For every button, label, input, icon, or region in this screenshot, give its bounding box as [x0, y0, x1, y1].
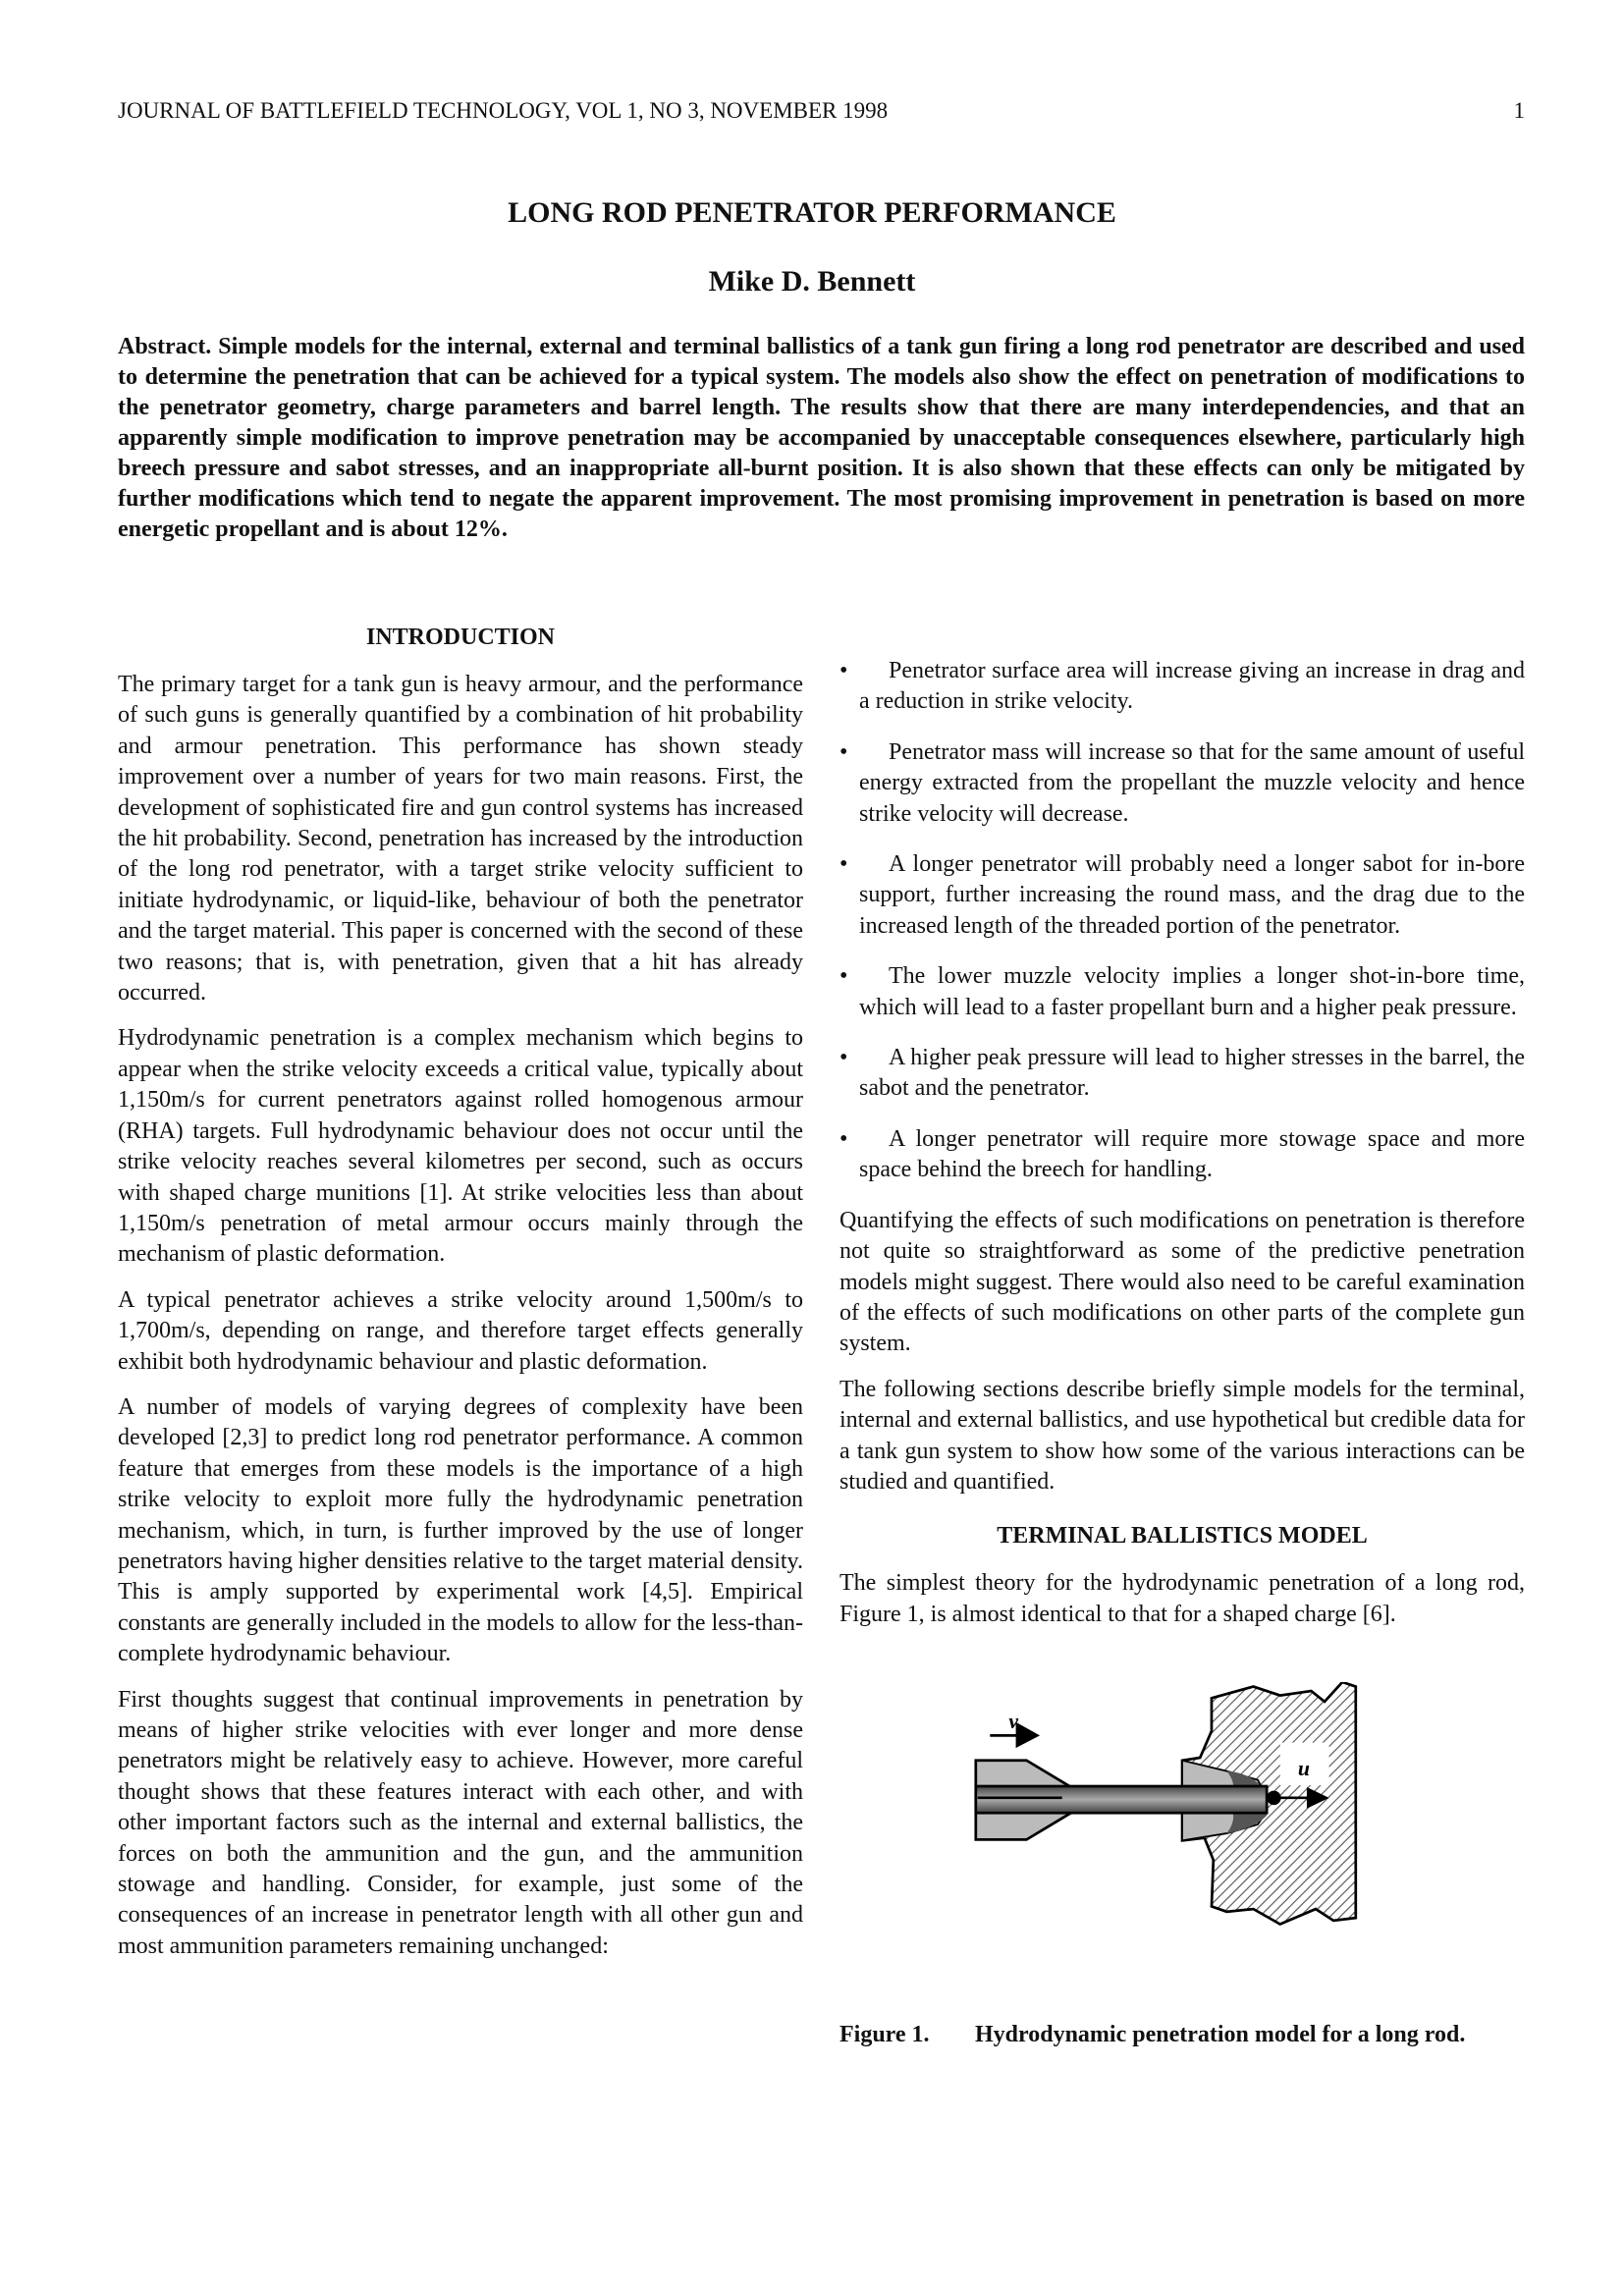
paragraph: Quantifying the effects of such modifications on penetration is therefore not quite so straightforward as some of the predictive penetration models might suggest. There would also need to be careful examination of the effects of such modifications on other parts of the complete gun system.: [839, 1207, 1525, 1357]
list-item: • Penetrator mass will increase so that for the same amount of useful energy extracted from the propellant the muzzle velocity and hence strike velocity will decrease.: [839, 738, 1525, 827]
figure-1-diagram: [957, 1682, 1389, 1967]
list-item: • A longer penetrator will probably need a longer sabot for in-bore support, further increasing the round mass, and the drag due to the increased length of the threaded portion of the penetrator.: [839, 851, 1525, 939]
list-item: • Penetrator surface area will increase giving an increase in drag and a reduction in strike velocity.: [839, 658, 1525, 715]
penetrator-rod: [976, 1786, 1267, 1813]
left-column: [118, 621, 803, 1977]
bullet-icon: •: [839, 658, 848, 683]
journal-name: JOURNAL OF BATTLEFIELD TECHNOLOGY, VOL 1, NO 3, NOVEMBER 1998: [118, 98, 889, 123]
author: Mike D. Bennett: [708, 265, 916, 298]
caption-text: Hydrodynamic penetration model for a long rod.: [975, 2021, 1466, 2047]
page-number: 1: [1513, 98, 1525, 123]
introduction-heading: INTRODUCTION: [365, 625, 556, 650]
bullet-icon: •: [839, 1045, 848, 1071]
figure-number: Figure 1.: [839, 2021, 930, 2047]
bullet-icon: •: [839, 963, 848, 990]
bullet-icon: •: [839, 1125, 848, 1152]
list-item: • A longer penetrator will require more stowage space and more space behind the breech for handling.: [839, 1125, 1525, 1183]
bullet-icon: •: [839, 738, 848, 765]
v-label: v: [1008, 1710, 1018, 1734]
list-item: • A higher peak pressure will lead to higher stresses in the barrel, the sabot and the penetrator.: [839, 1045, 1525, 1102]
paragraph: The primary target for a tank gun is heavy armour, and the performance of such guns is generally quantified by a combination of hit probability and armour penetration. This performance has shown steady improvement over a number of years for two main reasons. First, the development of sophisticated fire and gun control systems has increased the hit probability. Second, penetration has increased by the introduction of the long rod penetrator, with a target strike velocity sufficient to initiate hydrodynamic, or liquid-like, behaviour of both the penetrator and the target material. This paper is concerned with the second of these two reasons; that is, with penetration, given that a hit has already occurred.: [118, 672, 803, 1007]
paper-title: LONG ROD PENETRATOR PERFORMANCE: [508, 196, 1116, 229]
list-item: • The lower muzzle velocity implies a longer shot-in-bore time, which will lead to a faster propellant burn and a higher peak pressure.: [839, 963, 1525, 1020]
paragraph: The following sections describe briefly simple models for the terminal, internal and external ballistics, and use hypothetical but credible data for a tank gun system to show how some of the various interactions can be studied and quantified.: [839, 1376, 1525, 1495]
figure-caption: [839, 2020, 1525, 2050]
paragraph: A number of models of varying degrees of complexity have been developed [2,3] to predict long rod penetrator performance. A common feature that emerges from these models is the importance of a high strike velocity to exploit more fully the hydrodynamic penetration mechanism, which, in turn, is further improved by the use of longer penetrators having higher densities relative to the target material density. This is amply supported by experimental work [4,5]. Empirical constants are generally included in the models to allow for the less-than-complete hydrodynamic behaviour.: [118, 1393, 803, 1667]
right-column: [839, 656, 1525, 2050]
paragraph: Hydrodynamic penetration is a complex mechanism which begins to appear when the strike velocity exceeds a critical value, typically about 1,150m/s for current penetrators against rolled homogenous armour (RHA) targets. Full hydrodynamic behaviour does not occur until the strike velocity reaches several kilometres per second, such as occurs with shaped charge munitions [1]. At strike velocities less than about 1,150m/s penetration of metal armour occurs mainly through the mechanism of plastic deformation.: [118, 1025, 803, 1268]
running-header: [118, 98, 1525, 124]
paragraph: A typical penetrator achieves a strike velocity around 1,500m/s to 1,700m/s, depending on range, and therefore target effects generally exhibit both hydrodynamic behaviour and plastic deformation.: [118, 1286, 803, 1375]
u-label: u: [1297, 1757, 1310, 1781]
terminal-ballistics-heading: TERMINAL BALLISTICS MODEL: [997, 1523, 1368, 1550]
paragraph: First thoughts suggest that continual improvements in penetration by means of higher strike velocities with ever longer and more dense penetrators might be relatively easy to achieve. However, more careful thought shows that these features interact with each other, and with other important factors such as the internal and external ballistics, the forces on both the ammunition and the gun, and the ammunition stowage and handling. Consider, for example, just some of the consequences of an increase in penetrator length with all other gun and most ammunition parameters remaining unchanged:: [118, 1686, 803, 1959]
abstract: Abstract. Simple models for the internal, external and terminal ballistics of a tank gun firing a long rod penetrator are described and used to determine the penetration that can be achieved for a typical system. The models also show the effect on penetration of modifications to the penetrator geometry, charge parameters and barrel length. The results show that there are many interdependencies, and that an apparently simple modification to improve penetration may be accompanied by unacceptable consequences elsewhere, particularly high breech pressure and sabot stresses, and an inappropriate all-burnt position. It is also shown that these effects can only be mitigated by further modifications which tend to negate the apparent improvement. The most promising improvement in penetration is based on more energetic propellant and is about 12%.: [118, 334, 1525, 542]
bullet-icon: •: [839, 851, 848, 878]
paragraph: The simplest theory for the hydrodynamic penetration of a long rod, Figure 1, is almost identical to that for a shaped charge [6].: [839, 1570, 1525, 1627]
